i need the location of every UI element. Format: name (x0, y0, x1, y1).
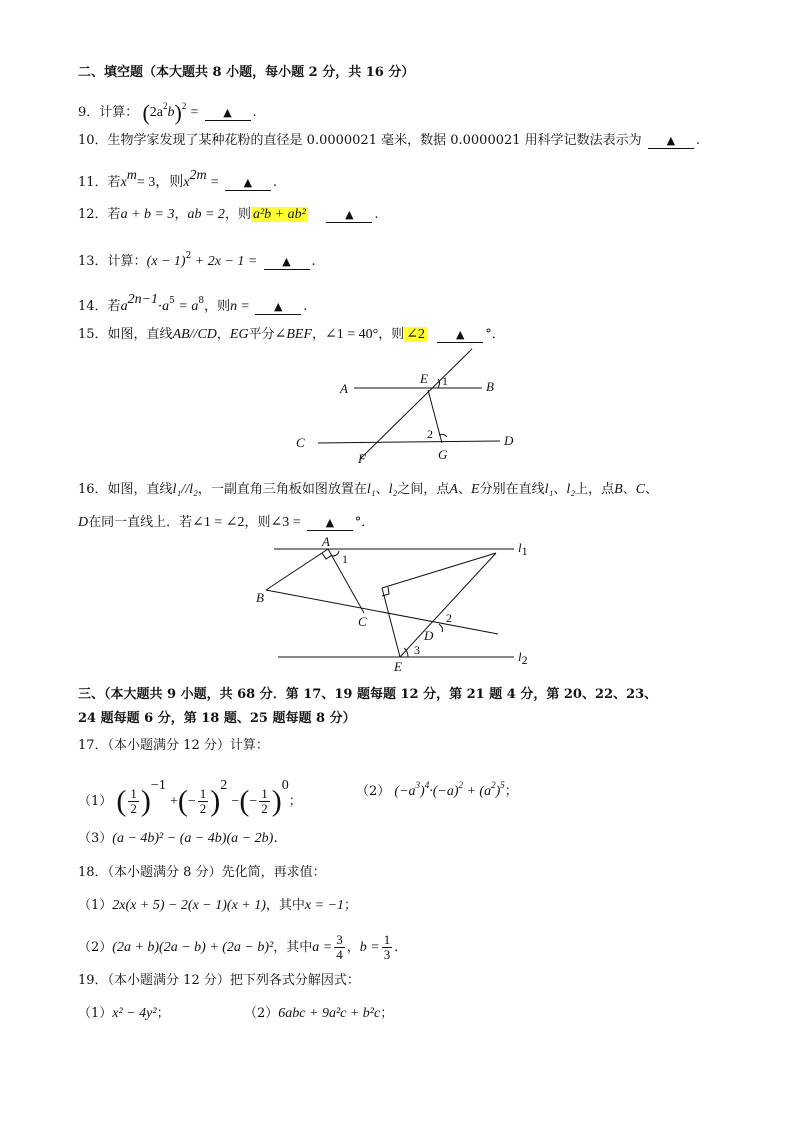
fraction: $\frac{1}{2}$ (261, 786, 268, 816)
expr-part: l₂ (566, 482, 576, 497)
question-10 (78, 132, 700, 150)
separator: 、 (622, 482, 636, 497)
expr-part: B (614, 482, 623, 497)
expr-exponent: 2 (181, 101, 187, 111)
answer-blank[interactable]: ▲ (264, 255, 310, 270)
expr-part: EG (229, 327, 249, 342)
fraction-a (334, 933, 345, 962)
numerator: 3 (336, 932, 343, 947)
question-16 (78, 481, 658, 499)
fraction-b (382, 933, 393, 962)
expr-part: n (230, 299, 238, 314)
expr-part: C (635, 482, 646, 497)
label-l2 (518, 649, 528, 667)
end-mark: ； (504, 784, 518, 799)
answer-blank[interactable]: ▲ (648, 134, 694, 149)
end-mark: ； (288, 794, 302, 809)
part-number: （1） (78, 898, 113, 913)
expr-exponent: m (126, 168, 137, 183)
expr-exponent: 2n−1 (127, 292, 159, 307)
end-mark: . (311, 254, 316, 269)
end-mark: . (272, 175, 277, 190)
highlighted-expression: a²b + ab² (252, 207, 306, 222)
expr-part: + 2x − 1 = (191, 254, 258, 269)
answer-blank[interactable]: ▲ (437, 328, 483, 343)
label-l2-letter: l (518, 649, 522, 664)
fraction: $\frac{1}{2}$ (130, 786, 137, 816)
question-17-part-2: （2） $(-a^3)^4\cdot(-a)^2 + (a^2)^5$； (356, 780, 518, 799)
question-text: 若 (107, 175, 121, 190)
question-18-part-1 (78, 897, 357, 915)
equals-sign: = (210, 175, 219, 190)
expr-part: · (158, 299, 163, 314)
question-18-part-2 (78, 931, 407, 965)
question-17-title: 17．（本小题满分 12 分）计算： (78, 738, 269, 753)
expr-exponent: 5 (169, 296, 175, 306)
question-18-title: 18．（本小题满分 8 分）先化简，再求值： (78, 865, 326, 880)
label-e: E (420, 371, 428, 386)
expr-part: E (471, 482, 480, 497)
condition: a + b = 3 (120, 207, 175, 222)
question-text: 若 (107, 207, 121, 222)
math-expression: (2a + b)(2a − b) + (2a − b)² (112, 940, 274, 955)
label-a: A (322, 534, 330, 549)
label-g: G (438, 447, 448, 462)
question-19-title: 19．（本小题满分 12 分）把下列各式分解因式： (78, 973, 360, 988)
expr-part: ∠BEF (274, 327, 312, 342)
question-text: 计算： (107, 254, 147, 269)
expr-part: b (167, 105, 175, 120)
expr-exponent: 8 (198, 296, 205, 306)
question-12 (78, 206, 378, 224)
line-ef (360, 349, 472, 459)
question-text: ， (312, 327, 326, 342)
question-text: ，则 (244, 515, 271, 530)
condition: ∠1 = ∠2 (192, 515, 245, 530)
denominator: 3 (383, 947, 391, 962)
label-d: D (424, 628, 434, 643)
part-number: （1） (78, 794, 113, 809)
section-heading: 二、填空题（本大题共 8 小题，每小题 2 分，共 16 分） (78, 65, 415, 80)
end-mark: . (695, 133, 700, 148)
expr-part: b = (359, 940, 380, 955)
section-heading: 三、（本大题共 9 小题，共 68 分．第 17、19 题每题 12 分，第 21 题 4 分，第 20、22、23、 (78, 687, 658, 702)
label-l1-sub: 1 (521, 544, 528, 558)
label-l2-sub: 2 (521, 653, 528, 667)
end-mark: . (374, 207, 379, 222)
label-f: F (358, 451, 366, 465)
question-number: 15． (78, 327, 108, 342)
question-text: 计算： (99, 105, 139, 120)
question-text: 分别在直线 (479, 482, 545, 497)
end-mark: ． (394, 940, 408, 955)
answer-blank[interactable]: ▲ (205, 106, 251, 121)
question-text: ，其中 (265, 898, 305, 913)
question-17-part-1: （1） ( $\frac{1}{2}$ )$^{-1}$ +(− $\frac{1}{2}$ )$^2$ −(− $\frac{1}{2}$ )$^0$； (78, 778, 302, 818)
answer-blank[interactable]: ▲ (307, 516, 353, 531)
expr-part: l₁ (366, 482, 376, 497)
label-angle-3: 3 (414, 643, 420, 657)
math-expression: 2x(x + 5) − 2(x − 1)(x + 1) (112, 898, 266, 913)
question-text: 16．如图，直线 (78, 482, 173, 497)
label-c: C (296, 435, 305, 450)
expr-part: l₁//l₂ (172, 482, 198, 497)
triangle2-top (382, 553, 496, 588)
answer-blank[interactable]: ▲ (326, 208, 372, 223)
expr-part: x (120, 175, 127, 190)
math-expression: $(2a^2b)^2$ (142, 99, 187, 125)
label-b: B (256, 590, 264, 605)
expr-exponent: 2 (162, 101, 168, 111)
end-mark: °． (485, 327, 505, 342)
question-text: ，一副直角三角板如图放置在 (197, 482, 367, 497)
expr-part: AB//CD (172, 327, 217, 342)
separator: 、 (553, 482, 567, 497)
answer-blank[interactable]: ▲ (225, 176, 271, 191)
end-mark: . (252, 105, 257, 120)
separator: ， (174, 207, 188, 222)
question-16-line-2 (78, 514, 374, 532)
figure-15-parallel-lines (282, 347, 532, 465)
question-9 (78, 97, 257, 125)
question-19-part-1 (78, 1005, 170, 1023)
label-e: E (394, 659, 402, 674)
question-19-part-2 (244, 1005, 393, 1023)
condition: x = −1 (304, 898, 345, 913)
line-bd (266, 590, 498, 634)
line-cd (318, 441, 500, 443)
question-number: 12． (78, 207, 108, 222)
expr-part: 2a (149, 105, 163, 120)
expr-part: l₁ (544, 482, 554, 497)
separator: 、 (457, 482, 471, 497)
answer-blank[interactable]: ▲ (255, 300, 301, 315)
expr-exponent: 2 (185, 251, 192, 261)
expr-part: a = (312, 940, 333, 955)
label-d: D (504, 433, 514, 448)
label-angle-1: 1 (342, 552, 348, 566)
question-number: 13． (78, 254, 108, 269)
question-number: 11． (78, 175, 108, 190)
question-text: 若 (107, 299, 121, 314)
equals-sign: = (190, 105, 199, 120)
question-15 (78, 326, 505, 344)
condition: ab = 2 (187, 207, 225, 222)
question-text: ，则 (224, 207, 251, 222)
expr-part: D (78, 515, 89, 530)
part-number: （1） (78, 1006, 113, 1021)
label-c: C (358, 614, 367, 629)
angle-1-arc (438, 379, 440, 388)
question-text: ，其中 (273, 940, 313, 955)
end-mark: ； (380, 1006, 394, 1021)
question-11 (78, 167, 277, 192)
question-text: ，则 (378, 327, 405, 342)
question-13 (78, 247, 316, 271)
label-a: A (340, 381, 348, 396)
expr-part: l₂ (388, 482, 398, 497)
question-text: = 3，则 (136, 175, 184, 190)
part-number: （2） (78, 940, 113, 955)
separator: 、 (375, 482, 389, 497)
question-text: 如图，直线 (107, 327, 173, 342)
expr-part: a (162, 299, 170, 314)
expr-part: ∠3 = (270, 515, 301, 530)
expr-part: A (449, 482, 458, 497)
question-text: ， (216, 327, 230, 342)
label-l1 (518, 540, 528, 558)
question-14 (78, 291, 307, 316)
end-mark: ； (156, 1006, 170, 1021)
separator: ， (346, 940, 360, 955)
end-mark: ； (344, 898, 358, 913)
figure-16-triangle-set (252, 534, 542, 674)
question-number: 9． (78, 105, 100, 120)
expr-exponent: 2m (189, 168, 207, 183)
triangle2-hyp (400, 553, 496, 657)
expr-part: = a (174, 299, 199, 314)
expr-part: ∠1 = 40° (325, 327, 379, 342)
end-mark: °． (354, 515, 375, 530)
highlighted-expression: ∠2 (406, 327, 425, 342)
label-angle-2: 2 (446, 611, 452, 625)
denominator: 4 (336, 947, 343, 962)
question-text: ，则 (204, 299, 231, 314)
numerator: 1 (383, 932, 391, 947)
end-mark: . (303, 299, 308, 314)
label-angle-2: 2 (427, 427, 433, 441)
part-number: （2） (244, 1006, 279, 1021)
separator: 、 (645, 482, 659, 497)
math-expression: 6abc + 9a²c + b²c (278, 1006, 381, 1021)
question-number: 14． (78, 299, 108, 314)
math-expression: (a − 4b)² − (a − 4b)(a − 2b)． (112, 831, 288, 846)
question-17-part-3 (78, 830, 287, 848)
label-b: B (486, 379, 494, 394)
part-number: （2） (356, 784, 391, 799)
equals-sign: = (241, 299, 250, 314)
question-text: 在同一直线上．若 (88, 515, 193, 530)
side-ab (266, 549, 328, 590)
math-expression: x² − 4y² (112, 1006, 157, 1021)
angle-2-arc (439, 624, 443, 632)
question-text: 10．生物学家发现了某种花粉的直径是 0.0000021 毫米，数据 0.0000021 用科学记数法表示为 (78, 133, 642, 148)
label-l1-letter: l (518, 540, 522, 555)
expr-part: a (120, 299, 128, 314)
question-text: 上，点 (575, 482, 615, 497)
expr-part: x (183, 175, 190, 190)
angle-1-arc (332, 551, 339, 556)
section-heading-line-2: 24 题每题 6 分，第 18 题、25 题每题 8 分） (78, 711, 356, 726)
fraction: $\frac{1}{2}$ (199, 786, 207, 816)
question-text: 之间，点 (397, 482, 450, 497)
label-angle-1: 1 (442, 374, 448, 388)
triangle2-left (382, 588, 400, 657)
question-text: 平分 (248, 327, 275, 342)
part-number: （3） (78, 831, 113, 846)
expr-part: (x − 1) (146, 254, 186, 269)
